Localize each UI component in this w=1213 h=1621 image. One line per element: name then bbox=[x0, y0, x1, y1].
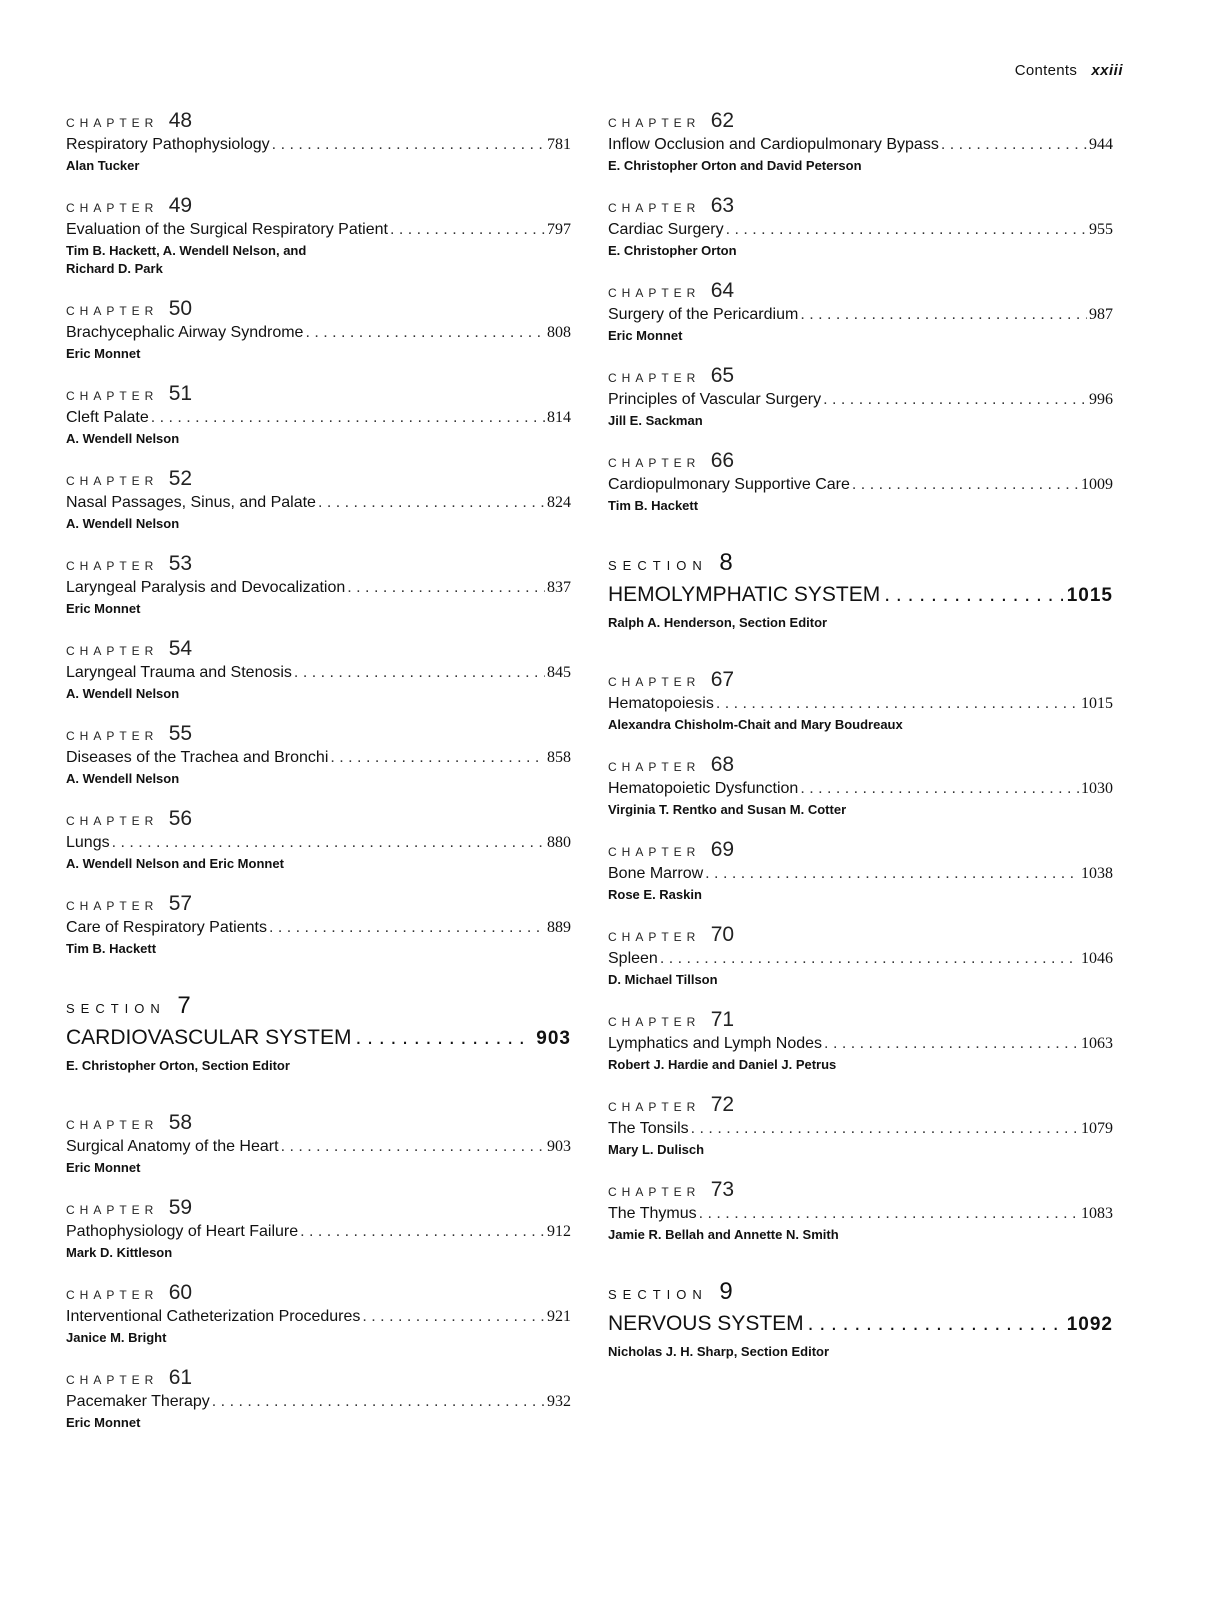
chapter-authors: Eric Monnet bbox=[66, 1415, 141, 1430]
chapter-entry bbox=[66, 468, 571, 532]
chapter-title: Respiratory Pathophysiology bbox=[66, 136, 270, 153]
chapter-label: CHAPTER bbox=[66, 116, 159, 130]
chapter-entry bbox=[608, 1094, 1113, 1158]
chapter-authors: Eric Monnet bbox=[66, 601, 141, 616]
leader-dots bbox=[705, 863, 1079, 885]
chapter-page: 955 bbox=[1089, 221, 1113, 238]
chapter-kicker bbox=[66, 723, 571, 747]
section-number: 8 bbox=[719, 549, 733, 576]
toc-entry[interactable] bbox=[608, 1203, 1113, 1225]
leader-dots bbox=[305, 322, 545, 344]
chapter-label: CHAPTER bbox=[66, 201, 159, 215]
chapter-number: 58 bbox=[168, 1111, 193, 1134]
leader-dots bbox=[300, 1221, 545, 1243]
chapter-authors: A. Wendell Nelson bbox=[66, 771, 180, 786]
chapter-kicker bbox=[608, 754, 1113, 778]
chapter-title: Bone Marrow bbox=[608, 865, 704, 882]
chapter-number: 59 bbox=[168, 1196, 193, 1219]
chapter-entry bbox=[66, 1282, 571, 1346]
chapter-title: Evaluation of the Surgical Respiratory Patient bbox=[66, 221, 388, 238]
chapter-entry bbox=[66, 1112, 571, 1176]
toc-entry[interactable] bbox=[66, 134, 571, 156]
chapter-kicker bbox=[608, 280, 1113, 304]
chapter-entry bbox=[66, 553, 571, 617]
chapter-entry bbox=[66, 893, 571, 957]
chapter-list bbox=[608, 669, 1113, 1243]
leader-dots bbox=[281, 1136, 545, 1158]
toc-entry[interactable] bbox=[66, 322, 571, 344]
chapter-title: The Tonsils bbox=[608, 1120, 689, 1137]
chapter-entry bbox=[608, 669, 1113, 733]
chapter-entry bbox=[66, 1197, 571, 1261]
chapter-label: CHAPTER bbox=[66, 899, 159, 913]
leader-dots bbox=[852, 474, 1079, 496]
chapter-entry bbox=[66, 638, 571, 702]
chapter-number: 69 bbox=[710, 838, 735, 861]
toc-entry[interactable] bbox=[608, 778, 1113, 800]
chapter-list bbox=[66, 1112, 571, 1431]
chapter-number: 61 bbox=[168, 1366, 193, 1389]
chapter-kicker bbox=[66, 468, 571, 492]
chapter-label: CHAPTER bbox=[66, 729, 159, 743]
chapter-kicker bbox=[608, 924, 1113, 948]
chapter-page: 808 bbox=[547, 324, 571, 341]
leader-dots bbox=[330, 747, 545, 769]
section-number: 7 bbox=[177, 992, 191, 1019]
toc-entry[interactable] bbox=[66, 1306, 571, 1328]
chapter-kicker bbox=[608, 1009, 1113, 1033]
chapter-title: Diseases of the Trachea and Bronchi bbox=[66, 749, 329, 766]
chapter-authors: A. Wendell Nelson bbox=[66, 431, 180, 446]
leader-dots bbox=[726, 219, 1087, 241]
chapter-page: 1046 bbox=[1081, 950, 1113, 967]
chapter-page: 921 bbox=[547, 1308, 571, 1325]
chapter-number: 50 bbox=[168, 297, 193, 320]
toc-entry[interactable] bbox=[66, 917, 571, 939]
chapter-title: Laryngeal Paralysis and Devocalization bbox=[66, 579, 346, 596]
chapter-kicker bbox=[66, 1112, 571, 1136]
toc-entry[interactable] bbox=[608, 1033, 1113, 1055]
chapter-page: 797 bbox=[547, 221, 571, 238]
chapter-title: Hematopoietic Dysfunction bbox=[608, 780, 799, 797]
chapter-authors: Alan Tucker bbox=[66, 158, 140, 173]
leader-dots bbox=[800, 778, 1079, 800]
section-entry[interactable] bbox=[608, 581, 1113, 610]
chapter-number: 56 bbox=[168, 807, 193, 830]
chapter-label: CHAPTER bbox=[66, 389, 159, 403]
chapter-list bbox=[66, 110, 571, 957]
chapter-authors: Virginia T. Rentko and Susan M. Cotter bbox=[608, 802, 847, 817]
chapter-title: Interventional Catheterization Procedures bbox=[66, 1308, 361, 1325]
section-editor: E. Christopher Orton, Section Editor bbox=[66, 1058, 290, 1073]
leader-dots bbox=[356, 1024, 533, 1052]
chapter-authors: Tim B. Hackett bbox=[66, 941, 157, 956]
chapter-entry bbox=[66, 723, 571, 787]
chapter-number: 57 bbox=[168, 892, 193, 915]
chapter-kicker bbox=[608, 110, 1113, 134]
chapter-kicker bbox=[66, 553, 571, 577]
leader-dots bbox=[347, 577, 545, 599]
chapter-authors-continued: Richard D. Park bbox=[66, 261, 163, 276]
chapter-label: CHAPTER bbox=[66, 1118, 159, 1132]
chapter-page: 903 bbox=[547, 1138, 571, 1155]
chapter-number: 53 bbox=[168, 552, 193, 575]
chapter-entry bbox=[608, 839, 1113, 903]
chapter-authors: Eric Monnet bbox=[66, 1160, 141, 1175]
toc-entry[interactable] bbox=[66, 662, 571, 684]
chapter-authors: Robert J. Hardie and Daniel J. Petrus bbox=[608, 1057, 837, 1072]
chapter-number: 66 bbox=[710, 449, 735, 472]
chapter-label: CHAPTER bbox=[608, 760, 701, 774]
chapter-label: CHAPTER bbox=[66, 559, 159, 573]
chapter-kicker bbox=[608, 195, 1113, 219]
chapter-label: CHAPTER bbox=[608, 371, 701, 385]
chapter-kicker bbox=[66, 893, 571, 917]
leader-dots bbox=[808, 1310, 1063, 1338]
chapter-number: 55 bbox=[168, 722, 193, 745]
chapter-kicker bbox=[66, 383, 571, 407]
chapter-title: Hematopoiesis bbox=[608, 695, 714, 712]
chapter-label: CHAPTER bbox=[66, 644, 159, 658]
toc-entry[interactable] bbox=[66, 577, 571, 599]
chapter-authors: Janice M. Bright bbox=[66, 1330, 167, 1345]
chapter-authors: Rose E. Raskin bbox=[608, 887, 702, 902]
leader-dots bbox=[272, 134, 545, 156]
chapter-number: 65 bbox=[710, 364, 735, 387]
toc-entry[interactable] bbox=[66, 832, 571, 854]
chapter-label: CHAPTER bbox=[66, 474, 159, 488]
chapter-entry bbox=[608, 1009, 1113, 1073]
chapter-number: 60 bbox=[168, 1281, 193, 1304]
toc-entry[interactable] bbox=[66, 407, 571, 429]
chapter-kicker bbox=[608, 669, 1113, 693]
chapter-number: 64 bbox=[710, 279, 735, 302]
chapter-number: 52 bbox=[168, 467, 193, 490]
section-editor: Ralph A. Henderson, Section Editor bbox=[608, 615, 828, 630]
section-page: 1092 bbox=[1066, 1314, 1113, 1335]
chapter-entry bbox=[66, 195, 571, 277]
section-page: 1015 bbox=[1066, 585, 1113, 606]
leader-dots bbox=[212, 1391, 545, 1413]
chapter-authors: Jill E. Sackman bbox=[608, 413, 703, 428]
chapter-entry bbox=[608, 365, 1113, 429]
left-column bbox=[66, 110, 571, 1452]
chapter-kicker bbox=[66, 110, 571, 134]
chapter-authors: Eric Monnet bbox=[66, 346, 141, 361]
chapter-entry bbox=[608, 924, 1113, 988]
chapter-kicker bbox=[608, 1094, 1113, 1118]
chapter-title: Nasal Passages, Sinus, and Palate bbox=[66, 494, 316, 511]
toc-entry[interactable] bbox=[608, 389, 1113, 411]
leader-dots bbox=[151, 407, 545, 429]
chapter-title: Surgical Anatomy of the Heart bbox=[66, 1138, 279, 1155]
chapter-number: 68 bbox=[710, 753, 735, 776]
chapter-number: 62 bbox=[710, 109, 735, 132]
leader-dots bbox=[823, 389, 1087, 411]
toc-entry[interactable] bbox=[66, 492, 571, 514]
chapter-entry bbox=[66, 1367, 571, 1431]
page-number: xxiii bbox=[1091, 62, 1123, 79]
toc-entry[interactable] bbox=[608, 219, 1113, 241]
chapter-kicker bbox=[608, 450, 1113, 474]
chapter-label: CHAPTER bbox=[608, 845, 701, 859]
chapter-title: Spleen bbox=[608, 950, 658, 967]
chapter-page: 1015 bbox=[1081, 695, 1113, 712]
chapter-authors: D. Michael Tillson bbox=[608, 972, 718, 987]
chapter-page: 1063 bbox=[1081, 1035, 1113, 1052]
chapter-kicker bbox=[66, 638, 571, 662]
chapter-kicker bbox=[66, 298, 571, 322]
chapter-label: CHAPTER bbox=[66, 1203, 159, 1217]
chapter-list bbox=[608, 110, 1113, 514]
section-title: HEMOLYMPHATIC SYSTEM bbox=[608, 583, 881, 606]
chapter-title: Cardiopulmonary Supportive Care bbox=[608, 476, 850, 493]
chapter-authors: E. Christopher Orton and David Peterson bbox=[608, 158, 862, 173]
chapter-page: 912 bbox=[547, 1223, 571, 1240]
toc-entry[interactable] bbox=[608, 693, 1113, 715]
chapter-kicker bbox=[608, 1179, 1113, 1203]
chapter-authors: Mark D. Kittleson bbox=[66, 1245, 173, 1260]
chapter-kicker bbox=[66, 195, 571, 219]
chapter-label: CHAPTER bbox=[608, 286, 701, 300]
chapter-title: Lungs bbox=[66, 834, 110, 851]
leader-dots bbox=[716, 693, 1079, 715]
section-7 bbox=[66, 993, 571, 1074]
leader-dots bbox=[884, 581, 1062, 609]
section-entry[interactable] bbox=[608, 1310, 1113, 1339]
chapter-authors: E. Christopher Orton bbox=[608, 243, 737, 258]
chapter-label: CHAPTER bbox=[66, 304, 159, 318]
chapter-page: 1009 bbox=[1081, 476, 1113, 493]
chapter-number: 72 bbox=[710, 1093, 735, 1116]
chapter-page: 987 bbox=[1089, 306, 1113, 323]
chapter-title: Principles of Vascular Surgery bbox=[608, 391, 822, 408]
chapter-number: 48 bbox=[168, 109, 193, 132]
chapter-entry bbox=[66, 383, 571, 447]
leader-dots bbox=[294, 662, 545, 684]
chapter-title: Cleft Palate bbox=[66, 409, 149, 426]
chapter-page: 1030 bbox=[1081, 780, 1113, 797]
chapter-label: CHAPTER bbox=[608, 1100, 701, 1114]
running-head-label: Contents bbox=[1014, 62, 1078, 79]
chapter-kicker bbox=[66, 1367, 571, 1391]
chapter-number: 54 bbox=[168, 637, 193, 660]
chapter-authors: Eric Monnet bbox=[608, 328, 683, 343]
chapter-number: 73 bbox=[710, 1178, 735, 1201]
chapter-title: Surgery of the Pericardium bbox=[608, 306, 799, 323]
chapter-entry bbox=[608, 110, 1113, 174]
toc-entry[interactable] bbox=[608, 134, 1113, 156]
chapter-entry bbox=[66, 298, 571, 362]
chapter-number: 49 bbox=[168, 194, 193, 217]
chapter-label: CHAPTER bbox=[66, 1288, 159, 1302]
chapter-number: 71 bbox=[710, 1008, 735, 1031]
chapter-label: CHAPTER bbox=[608, 201, 701, 215]
toc-entry[interactable] bbox=[608, 948, 1113, 970]
chapter-number: 70 bbox=[710, 923, 735, 946]
chapter-page: 1079 bbox=[1081, 1120, 1113, 1137]
chapter-entry bbox=[608, 280, 1113, 344]
chapter-label: CHAPTER bbox=[608, 930, 701, 944]
chapter-label: CHAPTER bbox=[608, 1015, 701, 1029]
toc-entry[interactable] bbox=[66, 1221, 571, 1243]
leader-dots bbox=[824, 1033, 1079, 1055]
chapter-page: 1083 bbox=[1081, 1205, 1113, 1222]
chapter-title: The Thymus bbox=[608, 1205, 697, 1222]
toc-entry[interactable] bbox=[608, 863, 1113, 885]
leader-dots bbox=[318, 492, 545, 514]
chapter-title: Brachycephalic Airway Syndrome bbox=[66, 324, 304, 341]
chapter-entry bbox=[608, 450, 1113, 514]
chapter-number: 63 bbox=[710, 194, 735, 217]
chapter-authors: Tim B. Hackett bbox=[608, 498, 699, 513]
toc-entry[interactable] bbox=[66, 747, 571, 769]
section-number: 9 bbox=[719, 1278, 733, 1305]
chapter-title: Care of Respiratory Patients bbox=[66, 919, 267, 936]
section-kicker: SECTION 9 bbox=[608, 1278, 733, 1305]
chapter-title: Pathophysiology of Heart Failure bbox=[66, 1223, 299, 1240]
chapter-kicker bbox=[66, 1282, 571, 1306]
section-9 bbox=[608, 1279, 1113, 1360]
right-column bbox=[608, 110, 1113, 1398]
chapter-entry bbox=[608, 754, 1113, 818]
leader-dots bbox=[362, 1306, 545, 1328]
chapter-title: Pacemaker Therapy bbox=[66, 1393, 210, 1410]
chapter-entry bbox=[66, 808, 571, 872]
chapter-label: CHAPTER bbox=[66, 1373, 159, 1387]
section-8 bbox=[608, 550, 1113, 631]
chapter-authors: A. Wendell Nelson bbox=[66, 686, 180, 701]
toc-entry[interactable] bbox=[66, 1136, 571, 1158]
chapter-page: 1038 bbox=[1081, 865, 1113, 882]
toc-entry[interactable] bbox=[66, 1391, 571, 1413]
chapter-page: 858 bbox=[547, 749, 571, 766]
chapter-entry bbox=[66, 110, 571, 174]
section-title: NERVOUS SYSTEM bbox=[608, 1312, 804, 1335]
toc-entry[interactable] bbox=[66, 219, 571, 241]
chapter-label: CHAPTER bbox=[608, 116, 701, 130]
chapter-number: 51 bbox=[168, 382, 193, 405]
section-title: CARDIOVASCULAR SYSTEM bbox=[66, 1026, 352, 1049]
chapter-kicker bbox=[66, 1197, 571, 1221]
chapter-page: 814 bbox=[547, 409, 571, 426]
chapter-kicker bbox=[66, 808, 571, 832]
section-editor: Nicholas J. H. Sharp, Section Editor bbox=[608, 1344, 830, 1359]
chapter-kicker bbox=[608, 839, 1113, 863]
chapter-authors: Jamie R. Bellah and Annette N. Smith bbox=[608, 1227, 839, 1242]
chapter-page: 845 bbox=[547, 664, 571, 681]
chapter-authors: A. Wendell Nelson and Eric Monnet bbox=[66, 856, 284, 871]
leader-dots bbox=[660, 948, 1079, 970]
chapter-page: 944 bbox=[1089, 136, 1113, 153]
leader-dots bbox=[112, 832, 545, 854]
section-page: 903 bbox=[536, 1028, 571, 1049]
chapter-authors: Tim B. Hackett, A. Wendell Nelson, and bbox=[66, 243, 307, 258]
chapter-label: CHAPTER bbox=[66, 814, 159, 828]
leader-dots bbox=[691, 1118, 1079, 1140]
leader-dots bbox=[269, 917, 545, 939]
section-entry[interactable] bbox=[66, 1024, 571, 1053]
chapter-label: CHAPTER bbox=[608, 1185, 701, 1199]
chapter-authors: Alexandra Chisholm-Chait and Mary Boudreaux bbox=[608, 717, 903, 732]
chapter-label: CHAPTER bbox=[608, 456, 701, 470]
chapter-authors: Mary L. Dulisch bbox=[608, 1142, 705, 1157]
chapter-page: 880 bbox=[547, 834, 571, 851]
chapter-title: Inflow Occlusion and Cardiopulmonary Bypass bbox=[608, 136, 939, 153]
leader-dots bbox=[699, 1203, 1079, 1225]
chapter-title: Lymphatics and Lymph Nodes bbox=[608, 1035, 823, 1052]
toc-entry[interactable] bbox=[608, 474, 1113, 496]
chapter-title: Laryngeal Trauma and Stenosis bbox=[66, 664, 292, 681]
chapter-kicker bbox=[608, 365, 1113, 389]
chapter-entry bbox=[608, 195, 1113, 259]
chapter-title: Cardiac Surgery bbox=[608, 221, 724, 238]
chapter-number: 67 bbox=[710, 668, 735, 691]
leader-dots bbox=[941, 134, 1087, 156]
chapter-page: 932 bbox=[547, 1393, 571, 1410]
chapter-page: 781 bbox=[547, 136, 571, 153]
chapter-page: 837 bbox=[547, 579, 571, 596]
chapter-label: CHAPTER bbox=[608, 675, 701, 689]
leader-dots bbox=[800, 304, 1087, 326]
section-kicker: SECTION 7 bbox=[66, 992, 191, 1019]
toc-entry[interactable] bbox=[608, 304, 1113, 326]
chapter-entry bbox=[608, 1179, 1113, 1243]
leader-dots bbox=[390, 219, 545, 241]
running-head bbox=[1015, 62, 1123, 79]
section-kicker: SECTION 8 bbox=[608, 549, 733, 576]
chapter-page: 996 bbox=[1089, 391, 1113, 408]
chapter-authors: A. Wendell Nelson bbox=[66, 516, 180, 531]
toc-entry[interactable] bbox=[608, 1118, 1113, 1140]
chapter-page: 889 bbox=[547, 919, 571, 936]
chapter-page: 824 bbox=[547, 494, 571, 511]
